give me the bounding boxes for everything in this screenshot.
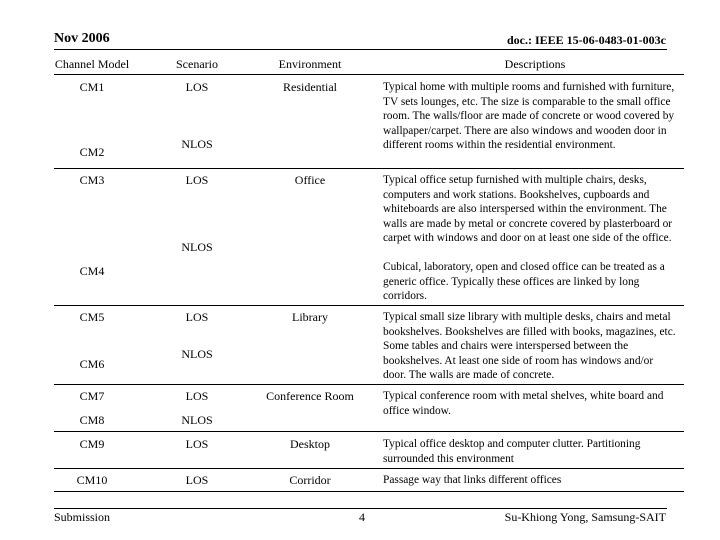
header-divider (54, 74, 684, 75)
cell-model: CM10 (76, 473, 108, 487)
cell-environment: Library (292, 310, 328, 324)
col-header-scenario: Scenario (176, 57, 218, 71)
cell-scenario: NLOS (181, 413, 213, 427)
cell-scenario: LOS (185, 389, 209, 403)
cell-model: CM8 (79, 413, 105, 427)
cell-environment: Desktop (290, 437, 330, 451)
col-header-channel-model: Channel Model (54, 57, 130, 71)
header-doc-id: doc.: IEEE 15-06-0483-01-003c (507, 33, 666, 47)
cell-model: CM7 (79, 389, 105, 403)
col-header-environment: Environment (278, 57, 342, 71)
cell-model: CM5 (79, 310, 105, 324)
cell-environment: Office (294, 173, 326, 187)
footer-submission: Submission (54, 510, 111, 524)
footer-rule (54, 508, 667, 509)
header-date: Nov 2006 (54, 31, 110, 46)
cell-scenario: LOS (185, 310, 209, 324)
row-divider (54, 305, 684, 306)
cell-model: CM9 (79, 437, 105, 451)
header-rule (54, 49, 667, 50)
cell-model: CM3 (79, 173, 105, 187)
cell-scenario: NLOS (181, 240, 213, 254)
table-bottom-rule (54, 491, 684, 492)
row-divider (54, 468, 684, 469)
cell-scenario: LOS (185, 80, 209, 94)
row-divider (54, 431, 684, 432)
cell-description: Typical office setup furnished with multiple chairs, desks, computers and work stations. Bookshelves, cupboards and whiteboards are also interspersed within the environment. The walls are made by metal or concrete covered by plasterboard or carpet with windows and door on at least one side of the office. (383, 174, 673, 245)
page-number: 4 (359, 510, 365, 524)
cell-scenario: LOS (185, 473, 209, 487)
footer-author: Su-Khiong Yong, Samsung-SAIT (504, 510, 666, 524)
col-header-descriptions: Descriptions (504, 57, 566, 71)
cell-description: Typical office desktop and computer clutter. Partitioning surrounded this environment (383, 438, 641, 465)
cell-description: Passage way that links different offices (383, 474, 562, 486)
cell-environment: Corridor (289, 473, 331, 487)
cell-scenario: NLOS (181, 137, 213, 151)
cell-environment: Residential (283, 80, 337, 94)
cell-scenario: LOS (185, 173, 209, 187)
cell-model: CM1 (79, 80, 105, 94)
cell-environment: Conference Room (266, 389, 354, 403)
cell-model: CM2 (79, 145, 105, 159)
row-divider (54, 168, 684, 169)
cell-scenario: LOS (185, 437, 209, 451)
cell-scenario: NLOS (181, 347, 213, 361)
cell-description: Typical small size library with multiple desks, chairs and metal bookshelves. Bookshelves are filled with books, magazines, etc. Some tables and chairs were interspersed between the bookshelves. At least one side of room has windows and/or door. The walls are made of concrete. (383, 311, 676, 382)
row-divider (54, 384, 684, 385)
cell-model: CM4 (79, 264, 105, 278)
cell-description: Typical conference room with metal shelves, white board and office window. (383, 390, 664, 417)
cell-description-extra: Cubical, laboratory, open and closed office can be treated as a generic office. Typically these offices are linked by long corridors. (383, 261, 665, 303)
cell-model: CM6 (79, 357, 105, 371)
cell-description: Typical home with multiple rooms and furnished with furniture, TV sets lounges, etc. The size is comparable to the small office room. The walls/floor are made of concrete or wood covered by wallpaper/carpet. There are also windows and wooden door in different rooms within the residential environment. (383, 81, 675, 152)
